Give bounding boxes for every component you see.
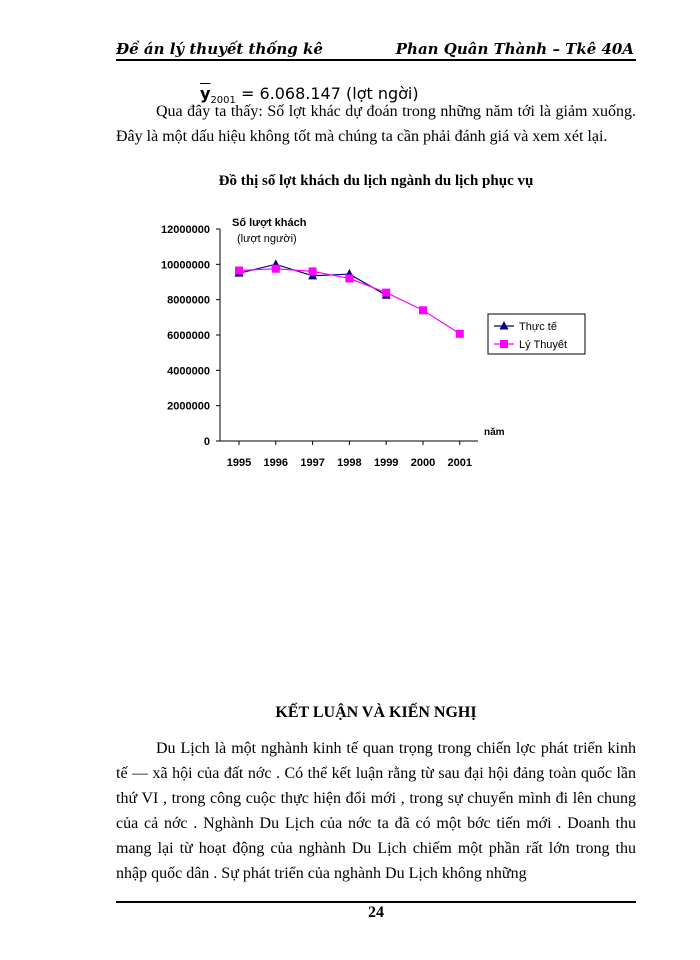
y-tick-label: 8000000 [167,294,210,307]
legend-label: Lý Thuyết [519,339,568,351]
y-tick-label: 12000000 [161,224,210,236]
x-tick-label: 1996 [263,457,289,469]
y-axis-title: Số lượt khách [232,217,307,229]
y-tick-label: 4000000 [167,365,210,378]
x-tick-label: 2001 [447,457,473,469]
x-tick-label: 1997 [300,457,325,469]
formula-subscript: 2001 [210,95,236,107]
y-tick-label: 0 [203,436,210,448]
legend-label: Thực tế [519,321,557,333]
y-tick-label: 2000000 [167,400,210,413]
x-tick-label: 2000 [410,457,436,469]
data-point-square [419,306,427,314]
header-left: Đề án lý thuyết thống kê [116,40,323,58]
header-right: Phan Quân Thành – Tkê 40A [395,40,634,58]
data-point-square [272,265,280,273]
data-point-square [235,267,243,275]
x-axis-title: năm [484,427,505,438]
page-number: 24 [368,904,384,921]
formula-value: = 6.068.147 (lợt ngời) [240,84,419,103]
y-axis-unit: (lượt người) [237,233,297,245]
data-point-square [345,274,353,282]
paragraph-analysis: Qua đây ta thấy: Số lợt khác dự đoán trong những năm tới là giảm xuống. Đây là một dấu hiệu không tốt mà chúng ta cần phải đánh giá và xem xét lại. [116,103,636,145]
chart-title: Đồ thị số lợt khách du lịch ngành du lịch phục vụ [218,173,534,189]
conclusion-heading: KẾT LUẬN VÀ KIẾN NGHỊ [275,704,477,721]
x-tick-label: 1998 [337,457,362,469]
data-point-square [456,330,464,338]
y-tick-label: 6000000 [167,330,210,342]
x-tick-label: 1995 [226,457,252,469]
y-tick-label: 10000000 [161,259,210,272]
legend-marker-square [500,340,508,348]
data-point-square [382,289,390,297]
footer-rule [116,901,636,903]
data-point-square [309,267,317,275]
paragraph-conclusion: Du Lịch là một nghành kinh tế quan trọng trong chiến lợc phát triển kinh tế — xã hội của đất nớc . Có thể kết luận rằng từ sau đại hội đảng toàn quốc lần thứ VI , trong công cuộc thực hiện đổi mới , trong sự chuyển mình đi lên chung của cả nớc . Nghành Du Lịch của nớc ta đã có một bớc tiến mới . Doanh thu mang lại từ hoạt động của nghành Du Lịch chiếm một phần rất lớn trong thu nhập quốc dân . Sự phát triển của nghành Du Lịch không những [116,740,636,882]
x-tick-label: 1999 [373,457,399,469]
formula-symbol: $\overline{y}$ [200,84,211,103]
